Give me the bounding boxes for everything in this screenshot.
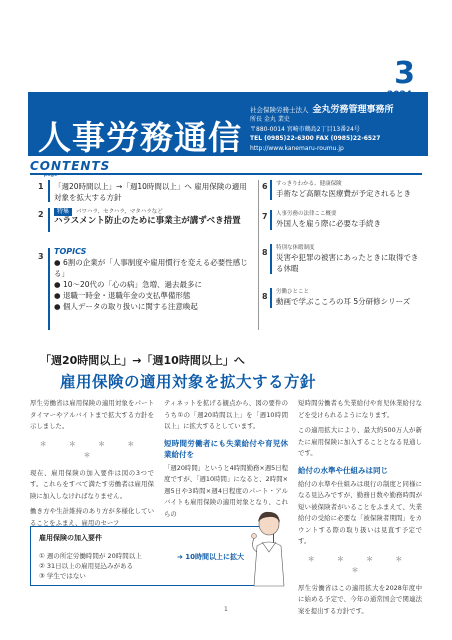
topic-bullet: ● 10～20代の「心の病」急増、過去最多に	[54, 280, 203, 289]
org-line	[250, 102, 394, 115]
expansion-arrow: ➜ 10時間以上に拡大	[177, 553, 245, 561]
toc-item-text: 外国人を雇う際に必要な手続き	[276, 219, 381, 228]
article-title: 雇用保険の適用対象を拡大する方針	[60, 373, 317, 391]
website-link[interactable]: http://www.kanemaru-roumu.jp	[250, 144, 344, 152]
issue-year: 2024	[386, 90, 412, 100]
toc-page-num: 8	[262, 292, 268, 301]
toc-item-small: すっきりわかる、健康保険	[276, 181, 342, 187]
address: 〒880-0014 宮崎市鶴島2丁目13番24号	[250, 125, 360, 133]
topic-bullet: ● 6割の企業が「人事制度や雇用慣行を変える必要性感じる」	[54, 258, 248, 278]
contents-heading: CONTENTS	[30, 159, 111, 173]
toc-item-text: 災害や犯罪の被害にあったときに取得できる休暇	[276, 253, 419, 273]
article-column-1	[30, 398, 154, 533]
topics-label: TOPICS	[54, 247, 87, 256]
toc-page-num: 1	[38, 182, 44, 191]
article-column-2	[164, 398, 288, 524]
toc-item-small: 特別な休暇制度	[276, 245, 315, 251]
toc-item-small: パワハラ、セクハラ、マタハラなど	[76, 209, 163, 215]
person-illustration	[244, 508, 294, 588]
paragraph: 給付の水準や仕組みは現行の制度と同様になる見込みですが、勤務日数や勤務時間が短い被保険者がいることをふまえて、失業給付の受給に必要な「被保険者期間」をカウントする際の取り扱いは見直す予定です。	[298, 479, 422, 545]
toc-item-small: 人事労務の法律ここ概要	[276, 211, 337, 217]
toc-page-num: 3	[38, 252, 44, 261]
toc-accent-bar	[48, 248, 50, 330]
requirement-item: ③ 学生ではない	[39, 572, 86, 580]
requirements-box	[30, 526, 274, 586]
toc-item-topics[interactable]	[54, 246, 254, 312]
divider-stars: ＊ ＊ ＊ ＊ ＊	[307, 554, 413, 574]
toc-page-num: 2	[38, 210, 44, 219]
toc-divider	[258, 180, 259, 330]
page-label: page	[44, 172, 58, 178]
paragraph: 「週20時間」というと4時間勤務×週5日程度ですが、「週10時間」になると、2時間×週5日や3時間×週4日程度のパート・アルバイトも雇用保険の適用対象となり、これらの	[164, 463, 288, 518]
toc-accent-bar	[270, 210, 272, 230]
toc-item-8b[interactable]	[276, 288, 422, 307]
topic-bullet: ● 退職一時金・退職年金の支払準備形態	[54, 291, 191, 300]
toc-item-small: 労働ひとこと	[276, 289, 310, 295]
toc-accent-bar	[270, 288, 272, 308]
page-number: 1	[224, 606, 228, 613]
requirement-item: ① 週の所定労働時間が 20時間以上	[39, 552, 142, 560]
toc-item-2[interactable]	[54, 208, 254, 227]
toc-accent-bar	[48, 208, 50, 232]
article-column-3	[298, 398, 422, 621]
feature-tag: 特集	[54, 208, 72, 216]
issue-number: 3	[394, 56, 416, 91]
topic-bullet: ● 個人データの取り扱いに関する注意喚起	[54, 302, 198, 311]
toc-item-text: 「週20時間以上」→「週10時間以上」へ 雇用保険の適用対象を拡大する方針	[54, 182, 247, 202]
masthead-banner	[28, 20, 428, 156]
toc-item-6[interactable]	[276, 180, 422, 199]
phone: TEL (0985)22-6300 FAX (0985)22-6527	[250, 135, 381, 142]
toc-accent-bar	[270, 244, 272, 274]
toc-item-text: 手術など高額な医療費が予定されるとき	[276, 189, 411, 198]
toc-item-7[interactable]	[276, 210, 422, 229]
masthead-top-band	[28, 20, 428, 92]
contents-rule	[30, 173, 422, 175]
org-name: 金丸労務管理事務所	[312, 105, 394, 115]
paragraph: 厚生労働省は雇用保険の適用対象をパートタイマーやアルバイトまで拡大する方針を示しました。	[30, 399, 154, 430]
toc-page-num: 8	[262, 248, 268, 257]
paragraph: この適用拡大により、最大約500万人が新たに雇用保険に加入することとなる見通しです。	[298, 426, 422, 457]
toc-accent-bar	[270, 180, 272, 200]
requirements-title: 雇用保険の加入要件	[39, 534, 102, 542]
toc-page-num: 7	[262, 212, 268, 221]
org-type: 社会保険労務士法人	[250, 106, 309, 114]
requirement-item: ② 31日以上の雇用見込みがある	[39, 562, 134, 570]
section-heading: 短時間労働者にも失業給付や育児休業給付を	[164, 438, 288, 459]
toc-item-text: 動画で学ぶこころの耳 5分研修シリーズ	[276, 297, 411, 306]
section-heading: 給付の水準や仕組みは同じ	[298, 465, 388, 475]
article-subtitle: 「週20時間以上」→「週10時間以上」へ	[40, 354, 245, 367]
toc-page-num: 6	[262, 182, 268, 191]
toc-item-text: ハラスメント防止のために事業主が講ずべき措置	[54, 216, 241, 226]
office-info	[250, 102, 394, 153]
toc-accent-bar	[48, 180, 50, 202]
toc-item-1[interactable]	[54, 181, 250, 203]
toc-item-8a[interactable]	[276, 244, 422, 274]
divider-stars: ＊ ＊ ＊ ＊ ＊	[39, 439, 145, 459]
paragraph: ティネットを拡げる観点から、図の要件のうち①の「週20時間以上」を「週10時間以上」に拡大するとしています。	[164, 399, 288, 430]
newsletter-title: 人事労務通信	[38, 118, 242, 157]
paragraph: 短時間労働者も失業給付や育児休業給付などを受けられるようになります。	[298, 399, 422, 419]
table-of-contents	[30, 180, 422, 336]
paragraph: 働き方や生計維持のあり方が多様化していることをふまえ、雇用のセーフ	[30, 507, 154, 527]
paragraph: 現在、雇用保険の加入要件は図の3つです。これらをすべて満たす労働者は雇用保険に加入しなければなりません。	[30, 468, 154, 500]
director: 所長 金丸 業史	[250, 116, 290, 123]
paragraph: 厚生労働省はこの適用拡大を2028年度中に始める予定で、今年の通常国会で関連法案を提出する方針です。	[298, 583, 422, 615]
